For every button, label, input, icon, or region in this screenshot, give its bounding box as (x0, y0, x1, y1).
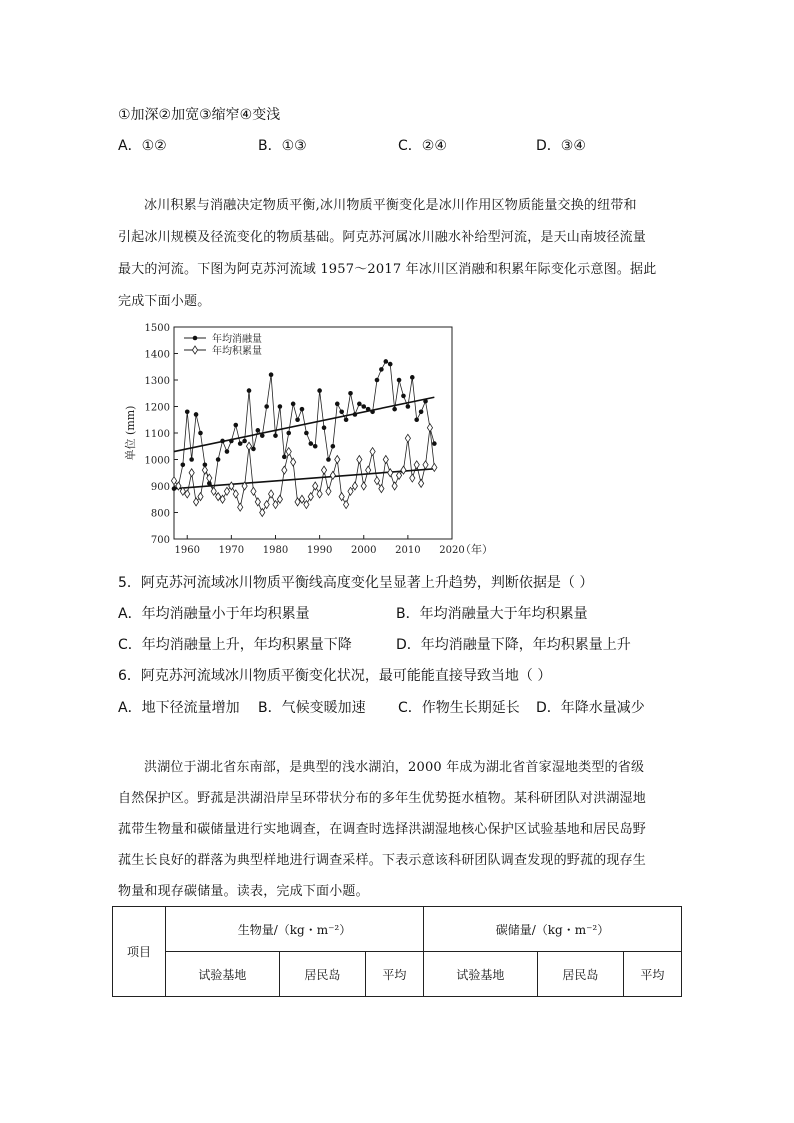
melt-point (432, 441, 437, 446)
melt-point (269, 372, 274, 377)
q5-option-d: D．年均消融量下降，年均积累量上升 (396, 637, 631, 653)
table-header-biomass: 生物量/（kg・m⁻²） (166, 907, 424, 952)
y-tick-label: 1300 (144, 376, 170, 387)
melt-point (370, 410, 375, 415)
melt-point (322, 425, 327, 430)
melt-point (185, 410, 190, 415)
y-tick-label: 800 (150, 508, 170, 520)
accumulation-point (238, 503, 243, 511)
accumulation-point (282, 466, 287, 474)
melt-point (375, 378, 380, 383)
melt-point (326, 457, 331, 462)
chart-legend (184, 332, 262, 357)
melt-point (286, 431, 291, 436)
melt-point (313, 444, 318, 449)
table-subheader: 居民岛 (537, 952, 623, 997)
melt-point (260, 433, 265, 438)
accumulation-point (392, 482, 397, 490)
melt-point (229, 439, 234, 444)
y-tick-label: 1200 (144, 402, 170, 414)
legend-label-melt: 年均消融量 (212, 334, 262, 345)
melt-point (278, 404, 283, 409)
accumulation-point (427, 424, 432, 432)
melt-point (331, 444, 336, 449)
table-subheader: 平均 (623, 952, 681, 997)
q6-option-c: C．作物生长期延长 (398, 700, 520, 716)
x-tick-label: 1970 (218, 545, 245, 556)
accumulation-point (388, 469, 393, 477)
passage-1 (118, 190, 680, 318)
melt-point (304, 431, 309, 436)
melt-point (291, 402, 296, 407)
q-top-option-b: B．①③ (258, 138, 307, 154)
q-top-option-a: A．①② (118, 138, 167, 154)
melt-point (300, 407, 305, 412)
melt-point (189, 457, 194, 462)
melt-point (366, 407, 371, 412)
melt-point (388, 362, 393, 367)
accumulation-point (410, 474, 415, 482)
accumulation-point (383, 456, 388, 464)
accumulation-point (414, 461, 419, 469)
y-tick-label: 900 (150, 482, 170, 493)
q5-option-c: C．年均消融量上升，年均积累量下降 (118, 637, 352, 653)
y-axis-ticks (145, 323, 178, 546)
accumulation-point (330, 471, 335, 479)
melt-point (181, 463, 186, 468)
x-tick-label: 2000 (351, 545, 377, 556)
melt-point (379, 367, 384, 372)
q6-option-a: A．地下径流量增加 (118, 700, 240, 716)
x-tick-label: 1980 (262, 545, 289, 556)
q-top-option-c: C．②④ (398, 138, 447, 154)
passage-1-line: 最大的河流。下图为阿克苏河流域 1957～2017 年冰川区消融和积累年际变化示意图。据此 (118, 262, 657, 277)
x-axis-ticks (175, 535, 465, 556)
passage-1-line: 冰川积累与消融决定物质平衡,冰川物质平衡变化是冰川作用区物质能量交换的纽带和 (144, 198, 637, 213)
x-tick-label: 1990 (306, 545, 333, 556)
melt-point (317, 388, 322, 393)
melt-point (423, 399, 428, 404)
accumulation-point (423, 461, 428, 469)
q-top-option-d: D．③④ (536, 138, 586, 154)
accumulation-point (335, 456, 340, 464)
accumulation-point (432, 463, 437, 471)
melt-point (361, 404, 366, 409)
melt-point (273, 433, 278, 438)
accumulation-point (405, 434, 410, 442)
passage-2-line: 自然保护区。野菰是洪湖沿岸呈环带状分布的多年生优势挺水植物。某科研团队对洪湖湿地 (118, 791, 647, 806)
y-axis-label: 单位 (mm) (124, 405, 137, 461)
melt-point (392, 407, 397, 412)
q6-option-b: B．气候变暖加速 (258, 700, 366, 716)
x-tick-label: 2020 (439, 545, 465, 556)
melt-point (194, 412, 199, 417)
legend-marker-accum (192, 346, 197, 354)
melt-point (357, 402, 362, 407)
melt-point (410, 375, 415, 380)
melt-point (335, 402, 340, 407)
y-tick-label: 1100 (144, 429, 170, 440)
accumulation-point (189, 469, 194, 477)
x-tick-label: 2010 (395, 545, 421, 556)
melt-point (384, 359, 389, 364)
melt-point (282, 455, 287, 460)
x-tick-label: 1960 (174, 545, 200, 556)
passage-2 (118, 752, 680, 907)
accumulation-point (286, 448, 291, 456)
accumulation-point (370, 448, 375, 456)
melt-point (233, 423, 238, 428)
melt-point (216, 457, 221, 462)
melt-point (220, 439, 225, 444)
melt-point (348, 391, 353, 396)
plot-frame (174, 327, 452, 539)
q6-option-d: D．年降水量减少 (536, 700, 645, 716)
glacier-chart (112, 318, 512, 562)
melt-point (406, 404, 411, 409)
q5-option-b: B．年均消融量大于年均积累量 (396, 606, 588, 622)
data-table (112, 906, 682, 997)
q5-stem: 5．阿克苏河流域冰川物质平衡线高度变化呈显著上升趋势，判断依据是（ ） (118, 575, 594, 591)
melt-point (344, 417, 349, 422)
melt-point (198, 431, 203, 436)
y-tick-label: 1400 (144, 349, 170, 361)
trend-line-1 (174, 397, 434, 451)
melt-point (353, 412, 358, 417)
q5-option-a: A．年均消融量小于年均积累量 (118, 606, 310, 622)
melt-point (308, 441, 313, 446)
melt-point (295, 417, 300, 422)
y-tick-label: 1500 (144, 323, 170, 334)
passage-2-line: 物量和现存碳储量。读表，完成下面小题。 (118, 884, 369, 899)
accumulation-point (246, 442, 251, 450)
passage-1-line: 完成下面小题。 (118, 294, 211, 309)
melt-point (251, 447, 256, 452)
table-subheader: 平均 (365, 952, 423, 997)
passage-2-line: 菰带生物量和碳储量进行实地调查，在调查时选择洪湖湿地核心保护区试验基地和居民岛野 (118, 822, 647, 837)
q6-stem: 6．阿克苏河流域冰川物质平衡变化状况，最可能能直接导致当地（ ） (118, 668, 552, 684)
table-subheader: 试验基地 (423, 952, 537, 997)
melt-point (172, 486, 177, 491)
melt-point (414, 417, 419, 422)
accumulation-point (291, 458, 296, 466)
y-tick-label: 1000 (144, 455, 170, 467)
accumulation-point (321, 466, 326, 474)
melt-point (247, 388, 252, 393)
melt-point (397, 378, 402, 383)
passage-2-line: 洪湖位于湖北省东南部，是典型的浅水湖泊，2000 年成为湖北省首家湿地类型的省级 (144, 760, 645, 775)
melt-point (419, 410, 424, 415)
melt-point (264, 404, 269, 409)
accumulation-point (357, 456, 362, 464)
table-header-item: 项目 (113, 907, 166, 997)
accumulation-point (251, 487, 256, 495)
accumulation-point (255, 498, 260, 506)
melt-point (238, 441, 243, 446)
passage-1-line: 引起冰川规模及径流变化的物质基础。阿克苏河属冰川融水补给型河流，是天山南坡径流量 (118, 230, 647, 245)
melt-point (225, 449, 230, 454)
melt-point (256, 428, 261, 433)
melt-point (339, 410, 344, 415)
accumulation-point (419, 479, 424, 487)
accumulation-point (268, 490, 273, 498)
y-tick-label: 700 (150, 535, 170, 546)
legend-marker-melt (193, 336, 198, 341)
table-subheader: 居民岛 (279, 952, 365, 997)
accumulation-point (361, 482, 366, 490)
passage-2-line: 菰生长良好的群落为典型样地进行调查采样。下表示意该科研团队调查发现的野菰的现存生 (118, 853, 647, 868)
legend-label-accum: 年均积累量 (212, 346, 262, 357)
melt-point (401, 394, 406, 399)
x-axis-label: （年） (460, 543, 493, 556)
accumulation-point (326, 487, 331, 495)
table-header-carbon: 碳储量/（kg・m⁻²） (423, 907, 681, 952)
q-top-stem: ①加深②加宽③缩窄④变浅 (118, 107, 281, 123)
melt-point (242, 439, 247, 444)
table-subheader: 试验基地 (166, 952, 280, 997)
